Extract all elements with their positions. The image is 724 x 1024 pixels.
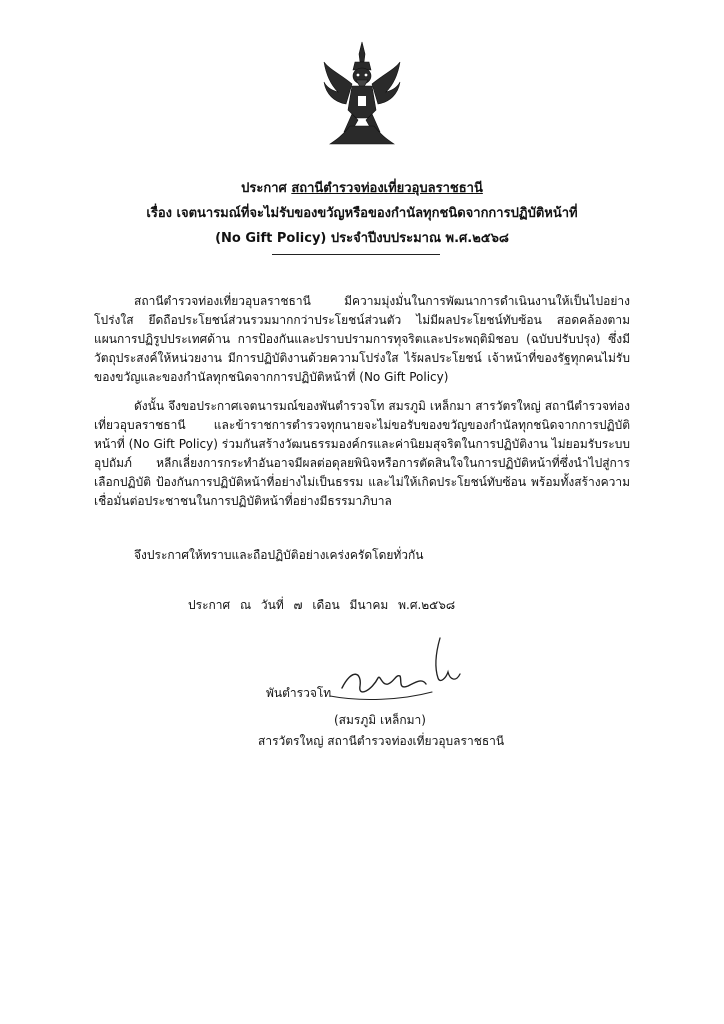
signer-position: สารวัตรใหญ่ สถานีตำรวจท่องเที่ยวอุบลราชธานี — [258, 734, 505, 748]
handwritten-signature — [322, 628, 482, 708]
signer-name: (สมรภูมิ เหล็กมา) — [334, 713, 426, 727]
body-paragraph-1: สถานีตำรวจท่องเที่ยวอุบลราชธานี มีความมุ่งมั่นในการพัฒนาการดำเนินงานให้เป็นไปอย่างโปร่งใส ยึดถือประโยชน์ส่วนรวมมากกว่าประโยชน์ส่วนตัว ไม่มีผลประโยชน์ทับซ้อน สอดคล้องตามแผนการปฏิรูปประเทศด้าน การป้องกันและปราบปรามการทุจริตและประพฤติมิชอบ (ฉบับปรับปรุง) ซึ่งมีวัตถุประสงค์ให้หน่วยงาน มีการปฏิบัติงานด้วยความโปร่งใส ไร้ผลประโยชน์ เจ้าหน้าที่ของรัฐทุกคนไม่รับของขวัญและของกำนัลทุกชนิดจากการปฏิบัติหน้าที่ (No Gift Policy) — [94, 294, 630, 384]
announcement-prefix: ประกาศ — [241, 181, 287, 196]
announcement-title-line — [0, 176, 724, 201]
announcement-subject: เรื่อง เจตนารมณ์ที่จะไม่รับของขวัญหรือของกำนัลทุกชนิดจากการปฏิบัติหน้าที่ — [146, 206, 578, 221]
title-divider — [272, 254, 440, 255]
announcement-body — [94, 292, 630, 521]
announcement-date: ประกาศ ณ วันที่ ๗ เดือน มีนาคม พ.ศ.๒๕๖๘ — [188, 598, 456, 612]
announcement-header — [0, 176, 724, 251]
announcement-policy-line: (No Gift Policy) ประจำปีงบประมาณ พ.ศ.๒๕๖๘ — [215, 231, 509, 246]
issuer-name: สถานีตำรวจท่องเที่ยวอุบลราชธานี — [291, 181, 483, 196]
closing-statement: จึงประกาศให้ทราบและถือปฏิบัติอย่างเคร่งครัดโดยทั่วกัน — [134, 548, 424, 562]
signer-rank: พันตำรวจโท — [266, 686, 332, 700]
garuda-emblem-icon — [322, 40, 402, 148]
body-paragraph-2: ดังนั้น จึงขอประกาศเจตนารมณ์ของพันตำรวจโท สมรภูมิ เหล็กมา สารวัตรใหญ่ สถานีตำรวจท่องเที่ยวอุบลราชธานี และข้าราชการตำรวจทุกนายจะไม่ขอรับของขวัญของกำนัลทุกชนิดจากการปฏิบัติหน้าที่ (No Gift Policy) ร่วมกันสร้างวัฒนธรรมองค์กรและค่านิยมสุจริตในการปฏิบัติงาน ไม่ยอมรับระบบอุปถัมภ์ หลีกเลี่ยงการกระทำอันอาจมีผลต่อดุลยพินิจหรือการตัดสินใจในการปฏิบัติหน้าที่ซึ่งนำไปสู่การเลือกปฏิบัติ ป้องกันการปฏิบัติหน้าที่อย่างไม่เป็นธรรม และไม่ให้เกิดประโยชน์ทับซ้อน พร้อมทั้งสร้างความเชื่อมั่นต่อประชาชนในการปฏิบัติหน้าที่อย่างมีธรรมาภิบาล — [94, 399, 630, 508]
